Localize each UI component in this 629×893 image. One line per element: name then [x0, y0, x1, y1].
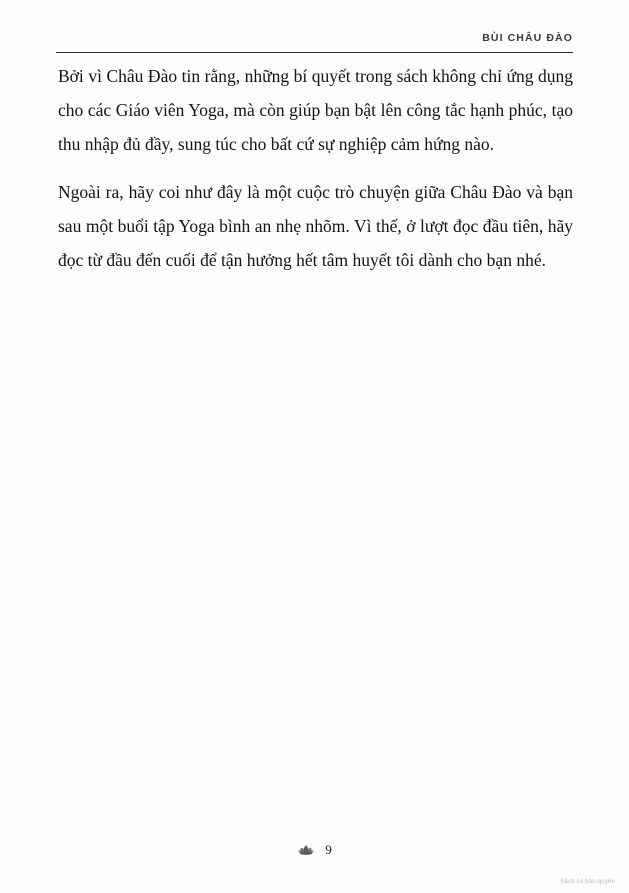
body-paragraph: Ngoài ra, hãy coi như đây là một cuộc trò chuyện giữa Châu Đào và bạn sau một buổi tập Yoga bình an nhẹ nhõm. Vì thế, ở lượt đọc đầu tiên, hãy đọc từ đầu đến cuối để tận hưởng hết tâm huyết tôi dành cho bạn nhé. — [58, 181, 573, 270]
header-rule — [56, 52, 573, 53]
page-body — [58, 60, 573, 278]
running-head: BÙI CHÂU ĐÀO — [482, 32, 573, 44]
page-footer — [0, 842, 629, 861]
body-paragraph: Bởi vì Châu Đào tin rằng, những bí quyết trong sách không chỉ ứng dụng cho các Giáo viên Yoga, mà còn giúp bạn bật lên công tắc hạnh phúc, tạo thu nhập đủ đầy, sung túc cho bất cứ sự nghiệp cảm hứng nào. — [58, 66, 573, 154]
page-number: 9 — [325, 841, 332, 857]
copyright-note: Sách có bản quyền — [560, 879, 615, 885]
lotus-ornament-icon — [297, 843, 315, 856]
